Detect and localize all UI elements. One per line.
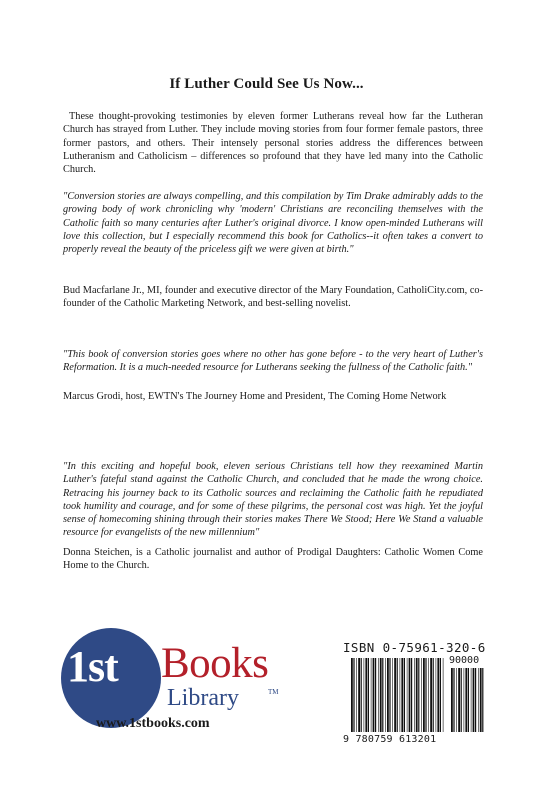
barcode-bar <box>382 658 383 732</box>
barcode-bar <box>407 658 408 732</box>
barcode-bar <box>392 658 393 732</box>
barcode-ean-number: 9 780759 613201 <box>343 734 437 745</box>
endorsement-quote-2: "This book of conversion stories goes where no other has gone before - to the very heart of Luther's Reformation. It is a much-needed resource for Lutherans seeking the fullness of the Catholic faith." <box>63 349 483 374</box>
barcode-bar <box>436 658 437 732</box>
barcode-bar <box>421 658 422 732</box>
publisher-logo <box>57 628 292 728</box>
publisher-website: www.1stbooks.com <box>96 716 210 731</box>
barcode-bar <box>411 658 412 732</box>
barcode-bar <box>423 658 425 732</box>
barcode-bar <box>461 668 462 732</box>
barcode-bar <box>361 658 362 732</box>
isbn-number: ISBN 0-75961-320-6 <box>343 640 486 655</box>
barcode-bar <box>385 658 386 732</box>
barcode-bar <box>401 658 403 732</box>
barcode-bar <box>414 658 415 732</box>
barcode-bar <box>425 658 426 732</box>
barcode-bar <box>394 658 396 732</box>
barcode-bar <box>430 658 432 732</box>
barcode-bar <box>404 658 405 732</box>
barcode-bar <box>465 668 467 732</box>
endorsement-quote-3: "In this exciting and hopeful book, eleven serious Christians tell how they reexamined Martin Luther's fateful stand against the Catholic Church, and concluded that he made the wrong choice. Retracing his journey back to its Catholic sources and reclaiming the Catholic faith he repudiated took humility and courage, and for some of these pilgrims, the personal cost was high. Yet the joyful sense of homecoming shining through their stories makes There We Stood; Here We Stand a valuable resource for evangelists of the new millennium" <box>63 461 483 539</box>
barcode-bar <box>418 658 419 732</box>
barcode-bar <box>468 668 469 732</box>
barcode-bar <box>351 658 353 732</box>
barcode-bar <box>353 658 354 732</box>
logo-trademark: TM <box>268 688 279 696</box>
barcode-bar <box>451 668 453 732</box>
barcode-bars-main <box>351 658 445 732</box>
intro-paragraph: These thought-provoking testimonies by eleven former Lutherans reveal how far the Lutheran Church has strayed from Luther. They include moving stories from four former female pastors, three former pastors, and others. Their intensely personal stories address the differences between Lutheranism and Catholicism – differences so profound that they have led many into the Catholic Church. <box>63 111 483 176</box>
endorsement-attribution-2: Marcus Grodi, host, EWTN's The Journey Home and President, The Coming Home Network <box>63 391 447 402</box>
barcode-bar <box>368 658 369 732</box>
barcode-bar <box>397 658 398 732</box>
barcode-bar <box>389 658 390 732</box>
logo-books-text: Books <box>161 640 269 687</box>
barcode-bar <box>365 658 367 732</box>
barcode-bar <box>473 668 475 732</box>
barcode-bar <box>480 668 482 732</box>
barcode-bar <box>380 658 382 732</box>
logo-1st-text: 1st <box>67 642 118 691</box>
barcode-bar <box>387 658 389 732</box>
endorsement-attribution-1: Bud Macfarlane Jr., MI, founder and executive director of the Mary Foundation, CatholiCity.com, co-founder of the Catholic Marketing Network, and best-selling novelist. <box>63 285 483 310</box>
barcode-bar <box>478 668 479 732</box>
barcode-bar <box>456 668 457 732</box>
barcode-bar <box>458 668 460 732</box>
barcode-bar <box>475 668 476 732</box>
barcode-bar <box>440 658 441 732</box>
isbn-barcode <box>343 640 489 748</box>
barcode-bar <box>416 658 418 732</box>
barcode-bar <box>433 658 434 732</box>
barcode-bar <box>364 658 365 732</box>
barcode-bar <box>375 658 376 732</box>
barcode-addon-number: 90000 <box>449 655 480 666</box>
barcode-bar <box>358 658 360 732</box>
barcode-bar <box>428 658 429 732</box>
barcode-bars-addon <box>451 668 485 732</box>
endorsement-attribution-3: Donna Steichen, is a Catholic journalist and author of Prodigal Daughters: Catholic Women Come Home to the Church. <box>63 547 483 572</box>
barcode-bar <box>464 668 465 732</box>
endorsement-quote-1: "Conversion stories are always compelling, and this compilation by Tim Drake admirably adds to the growing body of work chronicling why 'modern' Christians are reconciling themselves with the Catholic faith so many centuries after Luther's original divorce. I know open-minded Lutherans will love this collection, but I especially recommend this book for Catholics--it often takes a convert to properly reveal the beauty of the priceless gift we were given at birth." <box>63 191 483 256</box>
barcode-bar <box>373 658 375 732</box>
logo-library-text: Library <box>167 685 239 711</box>
barcode-bar <box>443 658 444 732</box>
barcode-bar <box>378 658 379 732</box>
barcode-bar <box>371 658 372 732</box>
barcode-bar <box>437 658 439 732</box>
barcode-bar <box>482 668 483 732</box>
barcode-bar <box>400 658 401 732</box>
barcode-bar <box>453 668 454 732</box>
barcode-bar <box>471 668 472 732</box>
barcode-bar <box>356 658 357 732</box>
barcode-bar <box>409 658 411 732</box>
cover-title: If Luther Could See Us Now... <box>169 76 364 92</box>
